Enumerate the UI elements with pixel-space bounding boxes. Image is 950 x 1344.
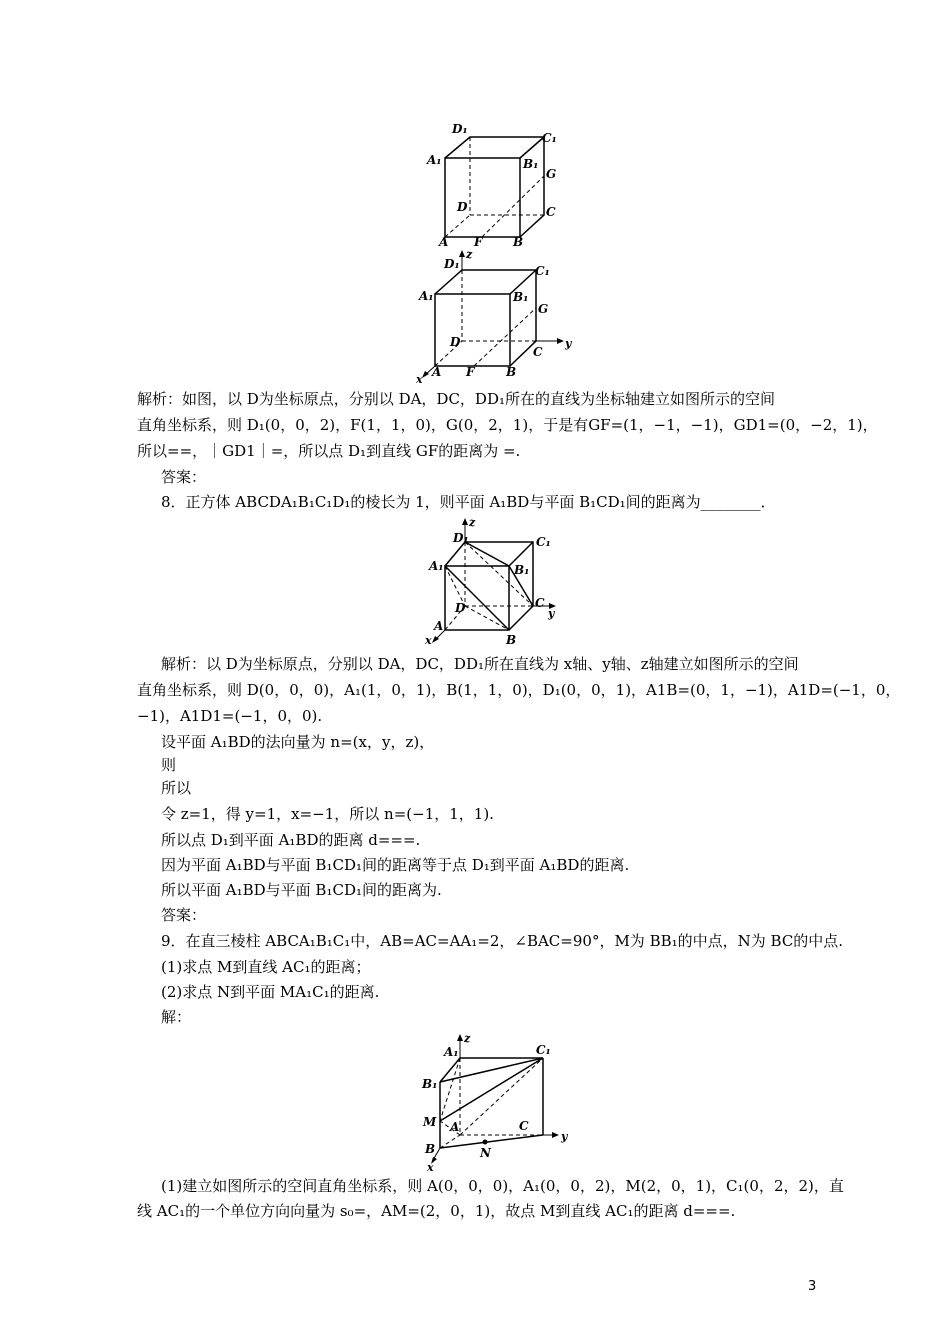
label-C1: C₁ xyxy=(536,1043,551,1057)
label-x: x xyxy=(425,634,432,647)
label-A1: A₁ xyxy=(419,289,434,303)
text-line: (1)建立如图所示的空间直角坐标系，则 A(0，0，0)，A₁(0，0，2)，M(2，0，1)，C₁(0，2，2)，直 xyxy=(161,1177,844,1195)
label-M: M xyxy=(423,1115,437,1129)
label-A1: A₁ xyxy=(444,1045,459,1059)
label-z: z xyxy=(464,1032,471,1045)
text-line: (1)求点 M到直线 AC₁的距离； xyxy=(161,958,371,976)
text-line: 因为平面 A₁BD与平面 B₁CD₁间的距离等于点 D₁到平面 A₁BD的距离. xyxy=(161,856,630,874)
label-A1: A₁ xyxy=(429,559,444,573)
label-y: y xyxy=(561,1130,568,1143)
label-B1: B₁ xyxy=(422,1077,438,1091)
text-line: 答案： xyxy=(161,906,207,924)
label-D: D xyxy=(455,601,466,615)
label-D1: D₁ xyxy=(453,531,469,545)
label-F: F xyxy=(474,235,483,248)
label-z: z xyxy=(469,516,476,529)
text-line: 所以点 D₁到平面 A₁BD的距离 d===. xyxy=(161,831,421,849)
text-line: 解析：以 D为坐标原点，分别以 DA，DC，DD₁所在直线为 x轴、y轴、z轴建立如图所示的空间 xyxy=(161,655,799,673)
label-B1: B₁ xyxy=(513,290,529,304)
label-B1: B₁ xyxy=(514,563,530,577)
text-line: 令 z=1，得 y=1，x=−1，所以 n=(−1，1，1). xyxy=(161,805,494,823)
text-line: −1)，A1D1=(−1，0，0). xyxy=(137,707,323,725)
text-line: 解析：如图，以 D为坐标原点，分别以 DA，DC，DD₁所在的直线为坐标轴建立如图所示的空间 xyxy=(137,390,775,408)
label-A: A xyxy=(450,1120,460,1134)
label-C: C xyxy=(546,205,556,219)
label-C1: C₁ xyxy=(535,264,550,278)
label-x: x xyxy=(427,1161,434,1172)
label-D1: D₁ xyxy=(452,122,468,136)
text-line: 则 xyxy=(161,756,177,774)
text-line: 所以==，｜GD1｜=，所以点 D₁到直线 GF的距离为 =. xyxy=(137,442,521,460)
text-line: 直角坐标系，则 D(0，0，0)，A₁(1，0，1)，B(1，1，0)，D₁(0，0，1)，A1B=(0，1，−1)，A1D=(−1，0， xyxy=(137,681,901,699)
label-C: C xyxy=(519,1119,529,1133)
label-B: B xyxy=(506,365,517,379)
label-B1: B₁ xyxy=(523,157,539,171)
label-x: x xyxy=(416,373,423,384)
label-C: C xyxy=(533,345,543,359)
label-y: y xyxy=(565,337,572,350)
page-number: 3 xyxy=(808,1279,817,1294)
text-line: 直角坐标系，则 D₁(0，0，2)，F(1，1，0)，G(0，2，1)，于是有GF=(1，−1，−1)，GD1=(0，−2，1)， xyxy=(137,416,878,434)
label-C: C xyxy=(535,596,545,610)
label-B: B xyxy=(513,235,524,248)
question-8: 8．正方体 ABCDA₁B₁C₁D₁的棱长为 1，则平面 A₁BD与平面 B₁CD₁间的距离为________． xyxy=(161,493,776,511)
label-F: F xyxy=(466,365,475,379)
label-A: A xyxy=(439,235,449,248)
label-N: N xyxy=(480,1146,491,1160)
text-line: 所以平面 A₁BD与平面 B₁CD₁间的距离为. xyxy=(161,881,442,899)
label-A: A xyxy=(434,619,444,633)
label-z: z xyxy=(466,248,473,261)
label-B: B xyxy=(425,1142,436,1156)
figure-cube-3 xyxy=(420,512,570,647)
label-C1: C₁ xyxy=(542,131,557,145)
label-A: A xyxy=(432,365,442,379)
text-line: (2)求点 N到平面 MA₁C₁的距离. xyxy=(161,983,380,1001)
label-G: G xyxy=(538,302,549,316)
text-line: 所以 xyxy=(161,779,192,797)
label-D1: D₁ xyxy=(444,257,460,271)
question-9: 9．在直三棱柱 ABCA₁B₁C₁中，AB=AC=AA₁=2，∠BAC=90°，M为 BB₁的中点，N为 BC的中点. xyxy=(161,932,844,950)
text-line: 解： xyxy=(161,1008,192,1026)
figure-prism xyxy=(415,1030,580,1172)
figure-cube-1 xyxy=(420,118,570,248)
text-line: 设平面 A₁BD的法向量为 n=(x，y，z)， xyxy=(161,733,435,751)
text-line: 答案： xyxy=(161,468,207,486)
label-G: G xyxy=(546,167,557,181)
figure-cube-2 xyxy=(410,244,580,384)
label-C1: C₁ xyxy=(536,535,551,549)
label-y: y xyxy=(548,607,555,620)
text-line: 线 AC₁的一个单位方向向量为 s₀=，AM=(2，0，1)，故点 M到直线 AC₁的距离 d===. xyxy=(137,1202,736,1220)
label-A1: A₁ xyxy=(427,153,442,167)
label-D: D xyxy=(457,200,468,214)
label-D: D xyxy=(450,335,461,349)
label-B: B xyxy=(506,633,517,647)
